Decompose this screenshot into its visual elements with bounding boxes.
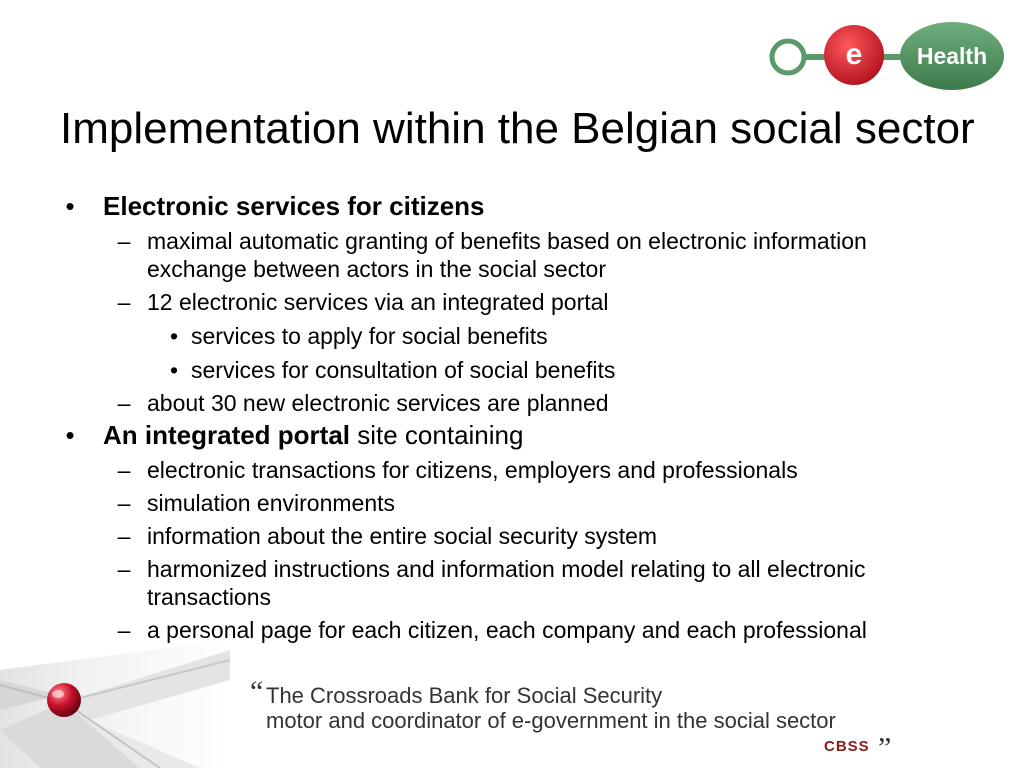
sub-bullet — [60, 456, 960, 484]
dash-marker: – — [117, 289, 131, 315]
sub-bullet-text: 12 electronic services via an integrated portal — [147, 289, 609, 315]
footer-line-1: The Crossroads Bank for Social Security — [266, 683, 663, 708]
sub-bullet-text: information about the entire social security system — [147, 523, 658, 549]
logo-word: Health — [916, 43, 988, 69]
sub-sub-bullet-text: services for consultation of social benefits — [191, 357, 616, 383]
quote-open-mark: “ — [250, 675, 264, 708]
sub-bullet — [60, 555, 960, 611]
dash-marker: – — [117, 390, 131, 416]
dash-marker: – — [117, 523, 131, 549]
logo-letter: e — [845, 38, 863, 71]
sub-sub-bullet — [60, 356, 960, 384]
cbss-label: CBSS — [824, 738, 870, 755]
sub-bullet-text: a personal page for each citizen, each company and each professional — [147, 617, 867, 643]
sub-bullet-text: about 30 new electronic services are planned — [147, 390, 609, 416]
bullet-electronic-services — [60, 190, 960, 222]
dash-marker: – — [117, 228, 131, 254]
bullet-integrated-portal — [60, 419, 960, 451]
dash-marker: – — [117, 556, 131, 582]
quote-close-mark: „ — [878, 715, 892, 748]
sphere-highlight — [52, 690, 64, 698]
dash-marker: – — [117, 457, 131, 483]
bullet-text: site containing — [350, 420, 524, 450]
bullet-bold-text: An integrated portal — [103, 420, 351, 450]
sub-bullet — [60, 389, 960, 417]
logo-ring — [772, 41, 804, 73]
bullet-list — [60, 188, 960, 644]
sub-bullet — [60, 522, 960, 550]
red-sphere — [47, 683, 81, 717]
sub-bullet — [60, 489, 960, 517]
dash-marker: – — [117, 490, 131, 516]
sub-sub-bullet — [60, 322, 960, 350]
ehealth-logo — [766, 20, 1006, 92]
bullet-dot: • — [169, 323, 179, 349]
sub-bullet — [60, 227, 960, 283]
bullet-dot: • — [65, 191, 75, 221]
bullet-dot: • — [169, 357, 179, 383]
bullet-bold-text: Electronic services for citizens — [103, 191, 485, 221]
sub-bullet-text: simulation environments — [147, 490, 396, 516]
slide-title: Implementation within the Belgian social sector — [60, 104, 975, 153]
dash-marker: – — [117, 617, 131, 643]
sub-bullet-text: harmonized instructions and information model relating to all electronic transactions — [147, 556, 866, 610]
sub-bullet-text: electronic transactions for citizens, employers and professionals — [147, 457, 798, 483]
bullet-dot: • — [65, 420, 75, 450]
sub-bullet-text: maximal automatic granting of benefits based on electronic information exchange between actors in the social sector — [147, 228, 867, 282]
sub-sub-bullet-text: services to apply for social benefits — [191, 323, 548, 349]
footer-line-2: motor and coordinator of e-government in the social sector — [266, 708, 836, 733]
sub-bullet — [60, 288, 960, 316]
